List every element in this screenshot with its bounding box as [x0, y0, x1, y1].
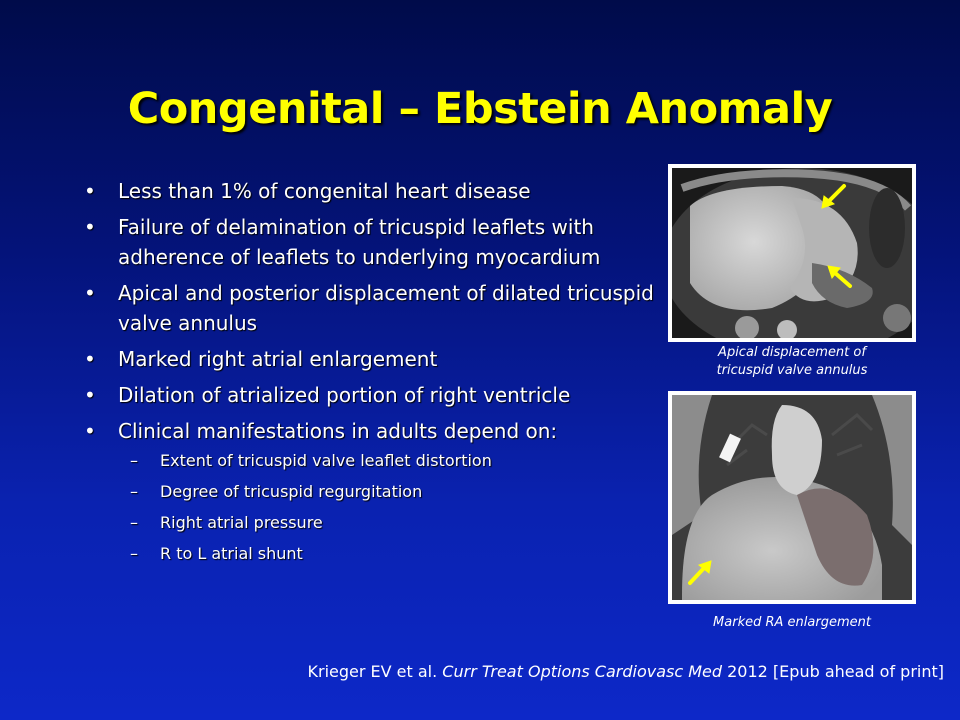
bullet-marker: •: [84, 179, 96, 203]
sub-bullet-item: [118, 481, 664, 503]
bullet-marker: •: [84, 215, 96, 239]
sub-bullet-text: Extent of tricuspid valve leaflet distortion: [160, 451, 492, 470]
bullet-list: [84, 176, 664, 574]
bullet-item: [84, 212, 664, 272]
slide-title: Congenital – Ebstein Anomaly: [127, 84, 833, 134]
bullet-item: [84, 278, 664, 338]
citation-journal: Curr Treat Options Cardiovasc Med: [442, 662, 723, 681]
image-caption: Marked RA enlargement: [713, 615, 871, 630]
bullet-item: [84, 416, 664, 565]
sub-bullet-item: [118, 512, 664, 534]
citation: [308, 662, 945, 681]
sub-bullet-marker: –: [130, 513, 138, 532]
sub-bullet-item: [118, 543, 664, 565]
bullet-marker: •: [84, 383, 96, 407]
bullet-marker: •: [84, 281, 96, 305]
sub-bullet-text: Degree of tricuspid regurgitation: [160, 482, 423, 501]
ct-image-axial: [668, 164, 916, 342]
sub-bullet-text: Right atrial pressure: [160, 513, 323, 532]
caption-line: tricuspid valve annulus: [716, 363, 868, 378]
sub-bullet-list: [118, 450, 664, 565]
bullet-text: Failure of delamination of tricuspid leaflets with adherence of leaflets to underlying myocardium: [118, 215, 601, 269]
bullet-text: Less than 1% of congenital heart disease: [118, 179, 531, 203]
sub-bullet-marker: –: [130, 482, 138, 501]
sub-bullet-marker: –: [130, 544, 138, 563]
bullet-item: [84, 344, 664, 374]
ct-image-coronal: [668, 391, 916, 604]
image-caption: [668, 344, 916, 380]
ct-image-coronal-graphic: [672, 395, 912, 600]
sub-bullet-marker: –: [130, 451, 138, 470]
caption-line: Apical displacement of: [718, 345, 866, 360]
citation-rest: 2012 [Epub ahead of print]: [727, 662, 944, 681]
bullet-marker: •: [84, 419, 96, 443]
bullet-item: [84, 380, 664, 410]
ct-image-axial-graphic: [672, 168, 912, 338]
bullet-item: [84, 176, 664, 206]
bullet-marker: •: [84, 347, 96, 371]
citation-authors: Krieger EV et al.: [307, 662, 438, 681]
sub-bullet-item: [118, 450, 664, 472]
bullet-text: Apical and posterior displacement of dilated tricuspid valve annulus: [118, 281, 654, 335]
bullet-text: Marked right atrial enlargement: [118, 347, 438, 371]
sub-bullet-text: R to L atrial shunt: [160, 544, 303, 563]
bullet-text: Dilation of atrialized portion of right ventricle: [118, 383, 571, 407]
bullet-text: Clinical manifestations in adults depend on:: [118, 419, 558, 443]
